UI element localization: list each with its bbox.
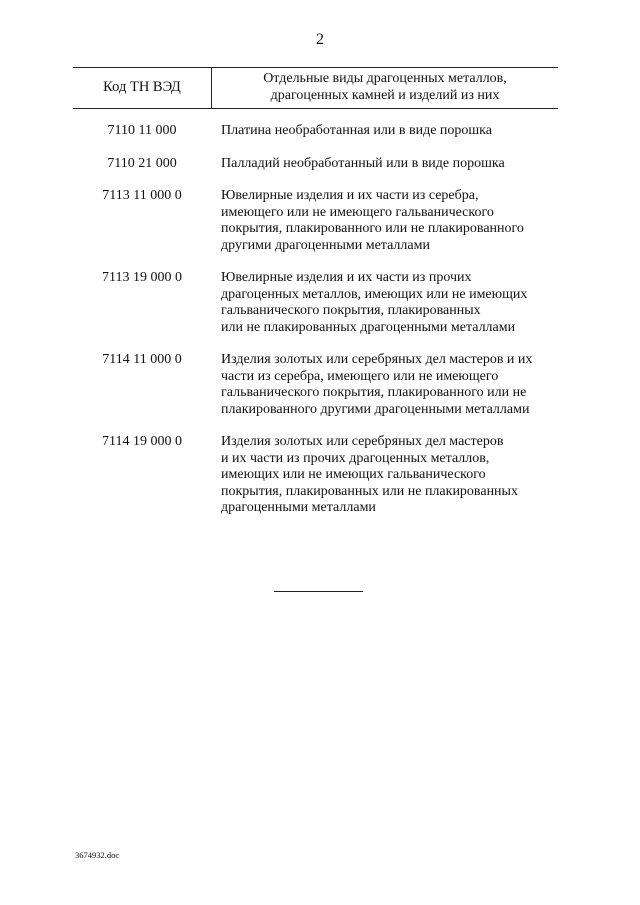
description-line: имеющих или не имеющих гальванического [221, 467, 486, 482]
row-description [221, 123, 566, 140]
description-column-header [212, 70, 558, 104]
table-row [73, 352, 558, 418]
description-line: Ювелирные изделия и их части из прочих [221, 270, 472, 285]
row-code: 7110 21 000 [107, 155, 177, 171]
description-line: гальванического покрытия, плакированного или не [221, 385, 527, 400]
description-line: или не плакированных драгоценными металлами [221, 319, 516, 335]
table-row [73, 434, 558, 517]
description-line: и их части из прочих драгоценных металлов, [221, 450, 490, 466]
description-line: Изделия золотых или серебряных дел мастеров и их [221, 352, 533, 367]
description-line: покрытия, плакированных или не плакированных [221, 483, 518, 499]
row-description [221, 352, 566, 418]
description-line: имеющего или не имеющего гальванического [221, 204, 494, 220]
table-body [73, 123, 558, 533]
description-line: плакированного другими драгоценными металлами [221, 401, 530, 417]
description-header-line: Отдельные виды драгоценных металлов, [263, 71, 507, 86]
table-header [73, 67, 558, 109]
description-line: другими драгоценными металлами [221, 237, 430, 253]
description-line: драгоценных металлов, имеющих или не имеющих [221, 286, 528, 302]
row-description [221, 156, 566, 173]
row-description [221, 434, 566, 517]
description-line: гальванического покрытия, плакированных [221, 303, 481, 318]
description-line: Палладий необработанный или в виде порошка [221, 155, 505, 171]
description-line: Изделия золотых или серебряных дел мастеров [221, 434, 504, 449]
end-of-document-rule [274, 591, 363, 592]
row-description [221, 188, 566, 254]
table-row [73, 123, 558, 140]
document-id: 3674932.doc [75, 850, 120, 860]
row-code: 7114 11 000 0 [102, 352, 182, 367]
row-code: 7114 19 000 0 [102, 434, 182, 449]
goods-table [73, 67, 558, 515]
row-code: 7113 11 000 0 [102, 188, 182, 203]
table-row [73, 188, 558, 254]
description-line: Ювелирные изделия и их части из серебра, [221, 188, 479, 203]
row-code: 7113 19 000 0 [102, 270, 182, 285]
table-row [73, 156, 558, 173]
page-number: 2 [316, 31, 324, 48]
description-line: Платина необработанная или в виде порошка [221, 123, 492, 138]
description-line: части из серебра, имеющего или не имеющего [221, 368, 499, 384]
table-row [73, 270, 558, 336]
description-line: драгоценными металлами [221, 500, 376, 515]
description-line: покрытия, плакированного или не плакированного [221, 221, 524, 236]
row-description [221, 270, 566, 336]
row-code: 7110 11 000 [107, 123, 177, 138]
code-column-header: Код ТН ВЭД [103, 79, 181, 95]
description-header-line: драгоценных камней и изделий из них [270, 88, 500, 103]
